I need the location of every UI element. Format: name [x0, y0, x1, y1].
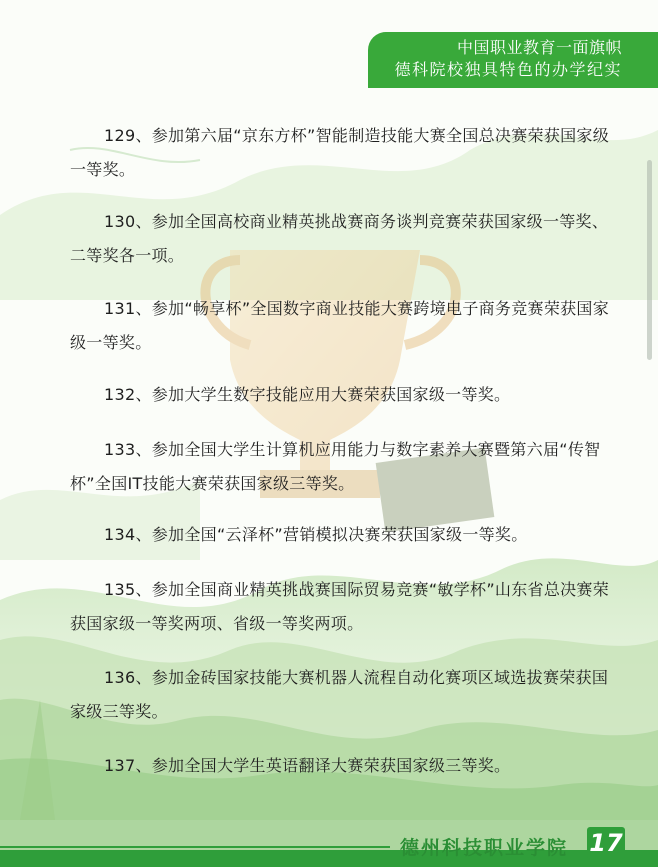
scrollbar[interactable] — [647, 160, 652, 360]
footer-divider — [0, 846, 390, 848]
header-line-1: 中国职业教育一面旗帜 — [456, 38, 622, 57]
header-banner — [368, 32, 658, 88]
list-item: 129、参加第六届“京东方杯”智能制造技能大赛全国总决赛荣获国家级一等奖。 — [70, 126, 610, 179]
list-item: 135、参加全国商业精英挑战赛国际贸易竞赛“敏学杯”山东省总决赛荣获国家级一等奖两项、省级一等奖两项。 — [70, 580, 610, 633]
list-item: 131、参加“畅享杯”全国数字商业技能大赛跨境电子商务竞赛荣获国家级一等奖。 — [70, 299, 610, 352]
list-item: 130、参加全国高校商业精英挑战赛商务谈判竞赛荣获国家级一等奖、二等奖各一项。 — [70, 212, 609, 265]
list-item: 137、参加全国大学生英语翻译大赛荣获国家级三等奖。 — [104, 756, 511, 775]
list-item: 134、参加全国“云泽杯”营销模拟决赛荣获国家级一等奖。 — [104, 525, 528, 544]
school-name: 德州科技职业学院 — [400, 837, 569, 859]
list-item: 136、参加金砖国家技能大赛机器人流程自动化赛项区域选拔赛荣获国家级三等奖。 — [70, 668, 609, 721]
header-line-2: 德科院校独具特色的办学纪实 — [394, 60, 622, 79]
list-item: 132、参加大学生数字技能应用大赛荣获国家级一等奖。 — [104, 385, 511, 404]
list-item: 133、参加全国大学生计算机应用能力与数字素养大赛暨第六届“传智杯”全国IT技能大赛荣获国家级三等奖。 — [70, 440, 601, 493]
page-number: 17 — [587, 827, 625, 859]
